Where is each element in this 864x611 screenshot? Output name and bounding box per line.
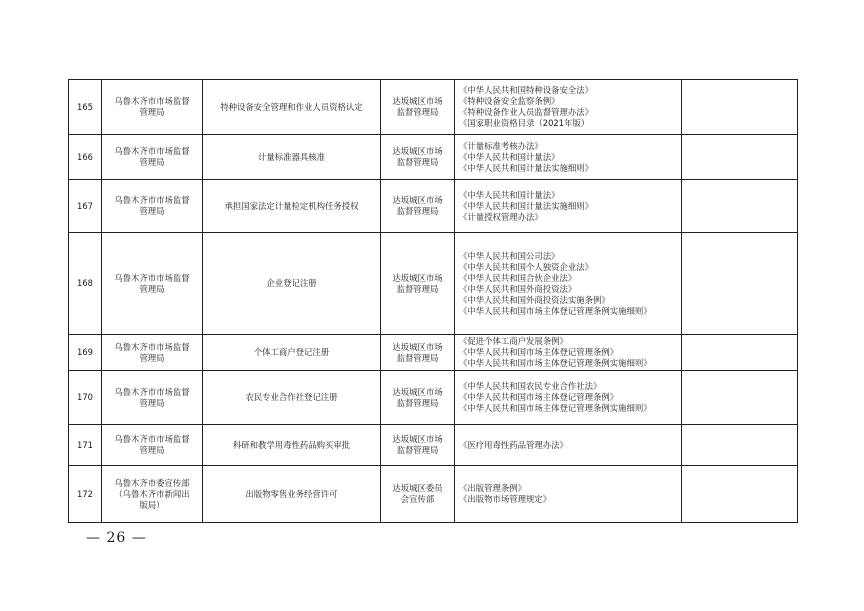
cell-text-line: 《中华人民共和国计量法实施细则》 xyxy=(459,200,593,211)
cell-text-line: 达坂城区市场 xyxy=(392,272,443,283)
row-number-cell: 165 xyxy=(69,80,102,135)
cell-text-line: 《中华人民共和国计量法实施细则》 xyxy=(459,162,593,173)
remarks-cell xyxy=(682,135,798,180)
cell-text-line: 《中华人民共和国市场主体登记管理条例实施细则》 xyxy=(459,305,652,316)
cell-text-line: 《计量标准考核办法》 xyxy=(459,140,543,151)
cell-text-line: 会宣传部 xyxy=(400,494,435,504)
cell-text-line: 版局） xyxy=(139,499,165,510)
cell-text-line: 《中华人民共和国外商投资法实施条例》 xyxy=(459,294,610,305)
cell-text-line: 农民专业合作社登记注册 xyxy=(245,392,338,402)
cell-text-line: 《中华人民共和国市场主体登记管理条例实施细则》 xyxy=(459,403,652,413)
row-number-cell: 166 xyxy=(69,135,102,180)
item-name-cell xyxy=(203,335,381,371)
cell-text-line: 达坂城区市场 xyxy=(392,434,443,444)
cell-text-line: 管理局 xyxy=(139,397,165,408)
cell-text-line: 乌鲁木齐市市场监督 xyxy=(114,146,190,156)
cell-text-line: 监督管理局 xyxy=(396,445,439,455)
legal-basis-cell xyxy=(455,425,682,466)
item-name-cell xyxy=(203,80,381,135)
cell-text-line: 管理局 xyxy=(139,157,165,167)
department-cell xyxy=(102,466,203,523)
cell-text-line: 《中华人民共和国计量法》 xyxy=(459,189,560,200)
cell-text-line: 监督管理局 xyxy=(396,283,439,294)
implementing-agency-cell xyxy=(381,180,455,233)
administrative-license-table xyxy=(68,79,798,523)
implementing-agency-cell xyxy=(381,425,455,466)
table-row xyxy=(69,180,798,233)
cell-text-line: 《中华人民共和国农民专业合作社法》 xyxy=(459,381,602,391)
cell-text-line: 乌鲁木齐市市场监督 xyxy=(114,341,190,352)
page-number: — 26 — xyxy=(86,530,147,546)
table-row xyxy=(69,135,798,180)
cell-text-line: （乌鲁木齐市新闻出 xyxy=(114,488,190,499)
cell-text-line: 承担国家法定计量检定机构任务授权 xyxy=(224,200,359,211)
cell-text-line: 达坂城区市场 xyxy=(392,146,443,156)
cell-text-line: 特种设备安全管理和作业人员资格认定 xyxy=(220,101,363,112)
legal-basis-cell xyxy=(455,135,682,180)
cell-text-line: 《医疗用毒性药品管理办法》 xyxy=(459,439,568,450)
cell-text-line: 《特种设备安全监察条例》 xyxy=(459,96,560,106)
row-number-cell: 169 xyxy=(69,335,102,371)
implementing-agency-cell xyxy=(381,335,455,371)
cell-text-line: 《中华人民共和国市场主体登记管理条例》 xyxy=(459,392,619,402)
legal-basis-cell xyxy=(455,466,682,523)
remarks-cell xyxy=(682,80,798,135)
cell-text-line: 《计量授权管理办法》 xyxy=(459,211,543,222)
cell-text-line: 《中华人民共和国个人独资企业法》 xyxy=(459,261,593,272)
table-row xyxy=(69,80,798,135)
cell-text-line: 管理局 xyxy=(139,445,165,455)
cell-text-line: 达坂城区市场 xyxy=(392,96,443,106)
implementing-agency-cell xyxy=(381,135,455,180)
remarks-cell xyxy=(682,466,798,523)
cell-text-line: 个体工商户登记注册 xyxy=(253,347,330,357)
cell-text-line: 管理局 xyxy=(139,107,165,117)
cell-text-line: 管理局 xyxy=(139,352,165,363)
cell-text-line: 《特种设备作业人员监督管理办法》 xyxy=(459,107,593,117)
cell-text-line: 《中华人民共和国外商投资法》 xyxy=(459,283,577,294)
cell-text-line: 计量标准器具核准 xyxy=(258,151,325,162)
cell-text-line: 《中华人民共和国市场主体登记管理条例实施细则》 xyxy=(459,358,652,368)
legal-basis-cell xyxy=(455,335,682,371)
legal-basis-cell xyxy=(455,233,682,335)
item-name-cell xyxy=(203,466,381,523)
department-cell xyxy=(102,335,203,371)
item-name-cell xyxy=(203,135,381,180)
cell-text-line: 管理局 xyxy=(139,206,165,216)
cell-text-line: 达坂城区委员 xyxy=(392,483,443,493)
department-cell xyxy=(102,425,203,466)
implementing-agency-cell xyxy=(381,466,455,523)
table-row xyxy=(69,425,798,466)
item-name-cell xyxy=(203,371,381,425)
remarks-cell xyxy=(682,335,798,371)
cell-text-line: 乌鲁木齐市市场监督 xyxy=(114,434,190,444)
department-cell xyxy=(102,80,203,135)
remarks-cell xyxy=(682,371,798,425)
table-row xyxy=(69,335,798,371)
cell-text-line: 《国家职业资格目录（2021年版） xyxy=(459,118,590,128)
cell-text-line: 《中华人民共和国公司法》 xyxy=(459,250,560,261)
cell-text-line: 乌鲁木齐市市场监督 xyxy=(114,96,190,106)
cell-text-line: 达坂城区市场 xyxy=(392,386,443,397)
cell-text-line: 企业登记注册 xyxy=(266,278,317,288)
remarks-cell xyxy=(682,180,798,233)
table-row xyxy=(69,371,798,425)
cell-text-line: 科研和教学用毒性药品购买审批 xyxy=(232,439,351,450)
item-name-cell xyxy=(203,233,381,335)
implementing-agency-cell xyxy=(381,80,455,135)
cell-text-line: 乌鲁木齐市市场监督 xyxy=(114,386,190,397)
implementing-agency-cell xyxy=(381,233,455,335)
legal-basis-cell xyxy=(455,180,682,233)
row-number-cell: 171 xyxy=(69,425,102,466)
row-number-cell: 172 xyxy=(69,466,102,523)
cell-text-line: 监督管理局 xyxy=(396,157,439,167)
cell-text-line: 管理局 xyxy=(139,283,165,294)
item-name-cell xyxy=(203,425,381,466)
remarks-cell xyxy=(682,233,798,335)
row-number-cell: 167 xyxy=(69,180,102,233)
cell-text-line: 《出版管理条例》 xyxy=(459,483,526,493)
table-row xyxy=(69,466,798,523)
department-cell xyxy=(102,371,203,425)
cell-text-line: 《中华人民共和国合伙企业法》 xyxy=(459,272,577,283)
legal-basis-cell xyxy=(455,371,682,425)
department-cell xyxy=(102,233,203,335)
table-body xyxy=(69,80,798,523)
department-cell xyxy=(102,180,203,233)
cell-text-line: 达坂城区市场 xyxy=(392,341,443,352)
department-cell xyxy=(102,135,203,180)
cell-text-line: 乌鲁木齐市市场监督 xyxy=(114,272,190,283)
remarks-cell xyxy=(682,425,798,466)
cell-text-line: 《促进个体工商户发展条例》 xyxy=(459,336,568,346)
cell-text-line: 《中华人民共和国计量法》 xyxy=(459,151,560,162)
cell-text-line: 《中华人民共和国特种设备安全法》 xyxy=(459,85,593,95)
implementing-agency-cell xyxy=(381,371,455,425)
cell-text-line: 乌鲁木齐市委宣传部 xyxy=(114,477,190,488)
cell-text-line: 《出版物市场管理规定》 xyxy=(459,494,552,504)
cell-text-line: 达坂城区市场 xyxy=(392,195,443,205)
cell-text-line: 《中华人民共和国市场主体登记管理条例》 xyxy=(459,347,619,357)
cell-text-line: 监督管理局 xyxy=(396,397,439,408)
cell-text-line: 出版物零售业务经营许可 xyxy=(245,488,338,499)
row-number-cell: 170 xyxy=(69,371,102,425)
legal-basis-cell xyxy=(455,80,682,135)
cell-text-line: 监督管理局 xyxy=(396,107,439,117)
row-number-cell: 168 xyxy=(69,233,102,335)
cell-text-line: 乌鲁木齐市市场监督 xyxy=(114,195,190,205)
cell-text-line: 监督管理局 xyxy=(396,352,439,363)
table-row xyxy=(69,233,798,335)
cell-text-line: 监督管理局 xyxy=(396,206,439,216)
item-name-cell xyxy=(203,180,381,233)
